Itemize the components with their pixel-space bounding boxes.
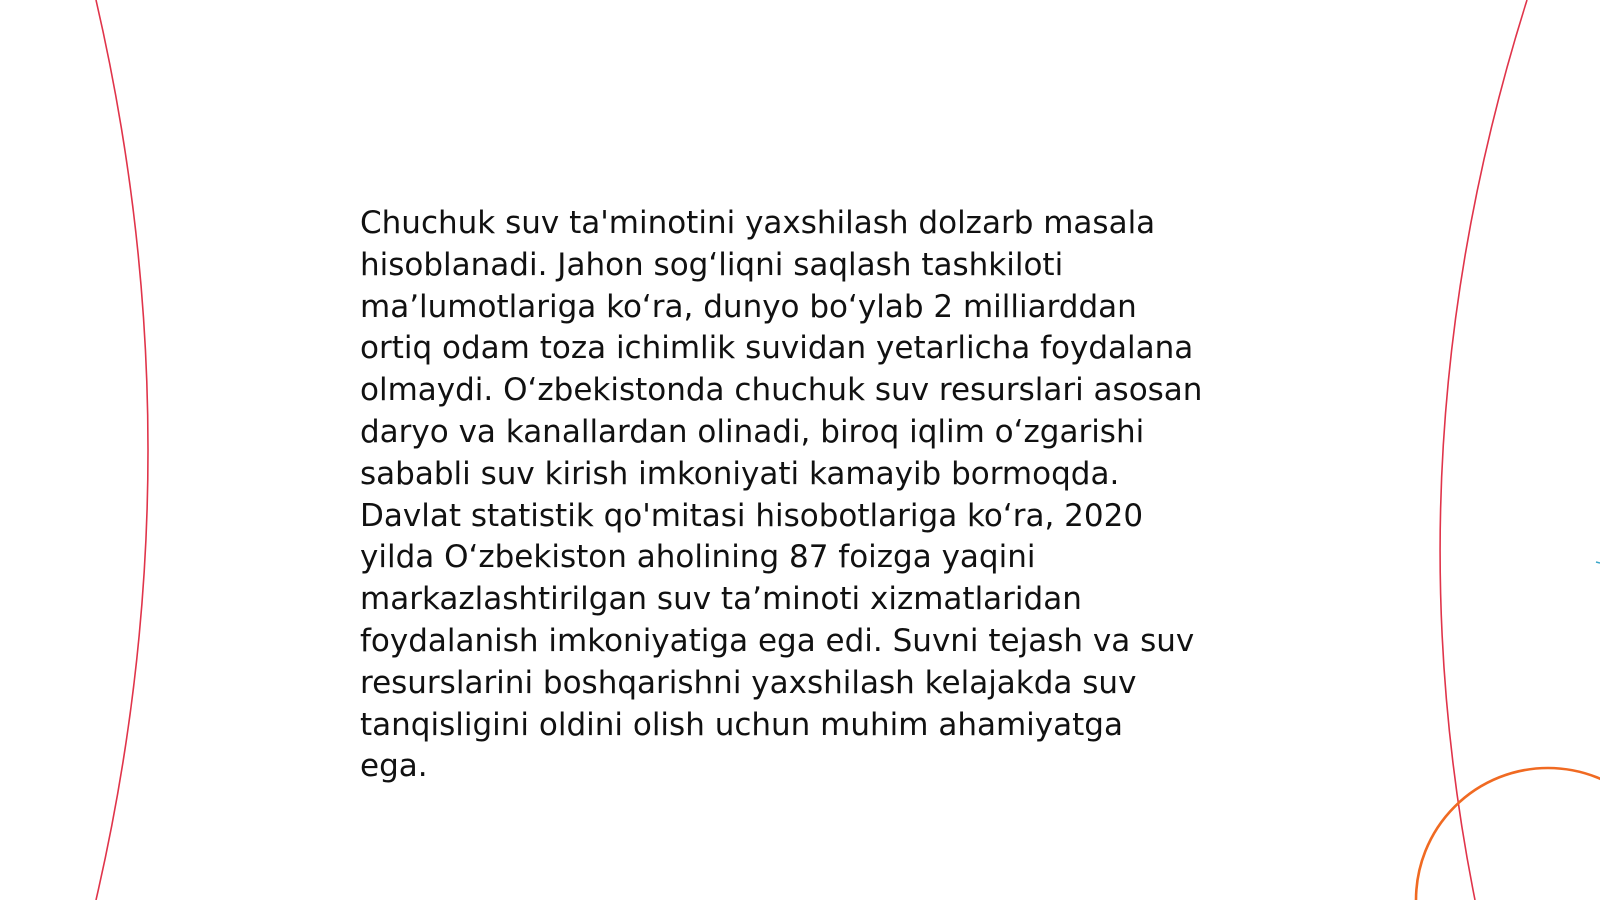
orange-circle-outline bbox=[1416, 768, 1600, 900]
paragraph-line: ortiq odam toza ichimlik suvidan yetarlicha foydalana bbox=[360, 330, 1194, 367]
teal-edge-mark bbox=[1596, 562, 1600, 563]
paragraph-line: Davlat statistik qo'mitasi hisobotlariga ko‘ra, 2020 bbox=[360, 497, 1144, 534]
paragraph-line: resurslarini boshqarishni yaxshilash kelajakda suv bbox=[360, 664, 1137, 701]
paragraph-line: markazlashtirilgan suv ta’minoti xizmatlaridan bbox=[360, 581, 1082, 618]
paragraph-line: tanqisligini oldini olish uchun muhim ahamiyatga bbox=[360, 706, 1123, 743]
paragraph-line: olmaydi. O‘zbekistonda chuchuk suv resurslari asosan bbox=[360, 372, 1203, 409]
paragraph-line: foydalanish imkoniyatiga ega edi. Suvni tejash va suv bbox=[360, 622, 1195, 659]
left-red-arc bbox=[96, 0, 148, 900]
paragraph-line: sababli suv kirish imkoniyati kamayib bormoqda. bbox=[360, 455, 1120, 492]
paragraph-line: Chuchuk suv ta'minotini yaxshilash dolzarb masala bbox=[360, 205, 1156, 241]
paragraph-line: ega. bbox=[360, 748, 428, 785]
paragraph-line: ma’lumotlariga ko‘ra, dunyo bo‘ylab 2 milliarddan bbox=[360, 288, 1137, 325]
paragraph-line: daryo va kanallardan olinadi, biroq iqlim o‘zgarishi bbox=[360, 413, 1145, 450]
paragraph-line: hisoblanadi. Jahon sog‘liqni saqlash tashkiloti bbox=[360, 246, 1064, 283]
paragraph-line: yilda O‘zbekiston aholining 87 foizga yaqini bbox=[360, 539, 1036, 576]
right-red-arc bbox=[1440, 0, 1527, 900]
body-paragraph bbox=[360, 203, 1260, 788]
